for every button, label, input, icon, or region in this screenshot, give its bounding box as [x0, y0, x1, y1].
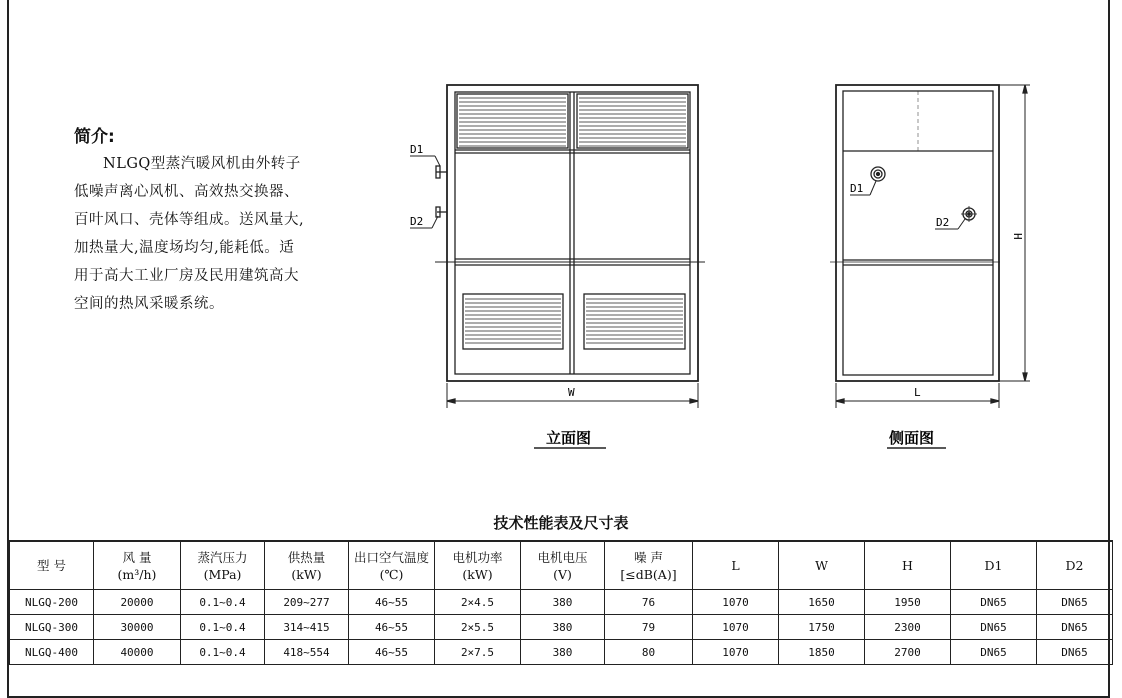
table-cell: 1950	[865, 590, 951, 615]
table-cell: DN65	[1037, 640, 1113, 665]
table-row	[10, 615, 1113, 640]
table-cell: 76	[605, 590, 693, 615]
table-cell: 46~55	[349, 590, 435, 615]
column-header-line1: 风 量	[122, 549, 152, 565]
column-header	[951, 541, 1037, 590]
table-cell: 2×4.5	[435, 590, 521, 615]
column-header	[94, 541, 181, 590]
column-header-line1: 电机电压	[537, 549, 588, 565]
table-cell: DN65	[951, 590, 1037, 615]
column-header	[349, 541, 435, 590]
table-cell: 418~554	[265, 640, 349, 665]
table-cell: DN65	[1037, 590, 1113, 615]
front-d2-label: D2	[410, 215, 424, 228]
column-header-unit: (℃)	[379, 566, 404, 582]
column-header	[779, 541, 865, 590]
column-header-unit: (MPa)	[203, 566, 242, 582]
column-header-unit: (kW)	[462, 566, 493, 582]
table-body	[10, 590, 1113, 665]
table-cell: 79	[605, 615, 693, 640]
table-cell: 2×5.5	[435, 615, 521, 640]
table-cell: 0.1~0.4	[181, 615, 265, 640]
table-cell: 2300	[865, 615, 951, 640]
column-header-unit: (kW)	[291, 566, 322, 582]
table-cell: 46~55	[349, 640, 435, 665]
column-header	[1037, 541, 1113, 590]
column-header-unit: [≤dB(A)]	[620, 566, 677, 582]
column-header-line1: D1	[984, 558, 1003, 573]
table-cell: 380	[521, 590, 605, 615]
table-cell: DN65	[951, 640, 1037, 665]
column-header	[181, 541, 265, 590]
table-cell: 1850	[779, 640, 865, 665]
table-cell: NLGQ-400	[10, 640, 94, 665]
table-cell: 380	[521, 640, 605, 665]
intro-title: 简介:	[74, 127, 115, 147]
column-header-line1: D2	[1065, 558, 1084, 573]
column-header-unit: (m³/h)	[117, 566, 157, 582]
front-d1-label: D1	[410, 143, 424, 156]
table-cell: 2×7.5	[435, 640, 521, 665]
table-cell: 0.1~0.4	[181, 590, 265, 615]
table-cell: 0.1~0.4	[181, 640, 265, 665]
column-header	[693, 541, 779, 590]
column-header-line1: 噪 声	[634, 549, 663, 565]
column-header	[865, 541, 951, 590]
front-view-caption: 立面图	[546, 429, 592, 447]
table-cell: 1070	[693, 640, 779, 665]
column-header-line1: 电机功率	[452, 549, 503, 565]
table-cell: 2700	[865, 640, 951, 665]
table-cell: 1070	[693, 590, 779, 615]
column-header-line1: L	[731, 558, 740, 573]
column-header	[605, 541, 693, 590]
side-d2-label: D2	[936, 216, 950, 229]
table-cell: NLGQ-200	[10, 590, 94, 615]
table-cell: 20000	[94, 590, 181, 615]
length-dimension-label: L	[914, 386, 921, 399]
spec-table	[9, 540, 1113, 665]
side-view-caption: 侧面图	[889, 429, 935, 447]
table-cell: 1650	[779, 590, 865, 615]
table-title: 技术性能表及尺寸表	[493, 514, 629, 532]
table-cell: 40000	[94, 640, 181, 665]
table-cell: 1070	[693, 615, 779, 640]
column-header-unit: (V)	[553, 566, 572, 582]
table-cell: 209~277	[265, 590, 349, 615]
column-header	[435, 541, 521, 590]
table-cell: 46~55	[349, 615, 435, 640]
column-header-line1: W	[815, 558, 828, 573]
column-header	[521, 541, 605, 590]
column-header-line1: 型 号	[37, 558, 66, 573]
column-header-line1: 出口空气温度	[353, 549, 429, 565]
side-d1-label: D1	[850, 182, 864, 195]
table-row	[10, 590, 1113, 615]
table-cell: 30000	[94, 615, 181, 640]
front-view-drawing	[410, 85, 705, 448]
column-header-line1: 蒸汽压力	[197, 549, 248, 565]
width-dimension-label: W	[568, 386, 575, 399]
table-cell: DN65	[951, 615, 1037, 640]
column-header-line1: 供热量	[287, 549, 326, 565]
column-header	[10, 541, 94, 590]
table-cell: NLGQ-300	[10, 615, 94, 640]
table-cell: 380	[521, 615, 605, 640]
side-view-drawing	[830, 85, 1030, 448]
table-cell: 314~415	[265, 615, 349, 640]
column-header	[265, 541, 349, 590]
table-header-row	[10, 541, 1113, 590]
table-cell: DN65	[1037, 615, 1113, 640]
table-cell: 80	[605, 640, 693, 665]
table-row	[10, 640, 1113, 665]
table-cell: 1750	[779, 615, 865, 640]
height-dimension-label: H	[1011, 233, 1024, 240]
intro-body: NLGQ型蒸汽暖风机由外转子低噪声离心风机、高效热交换器、百叶风口、壳体等组成。送风量大,加热量大,温度场均匀,能耗低。适用于高大工业厂房及民用建筑高大空间的热风采暖系统。	[74, 156, 305, 312]
column-header-line1: H	[902, 558, 913, 573]
